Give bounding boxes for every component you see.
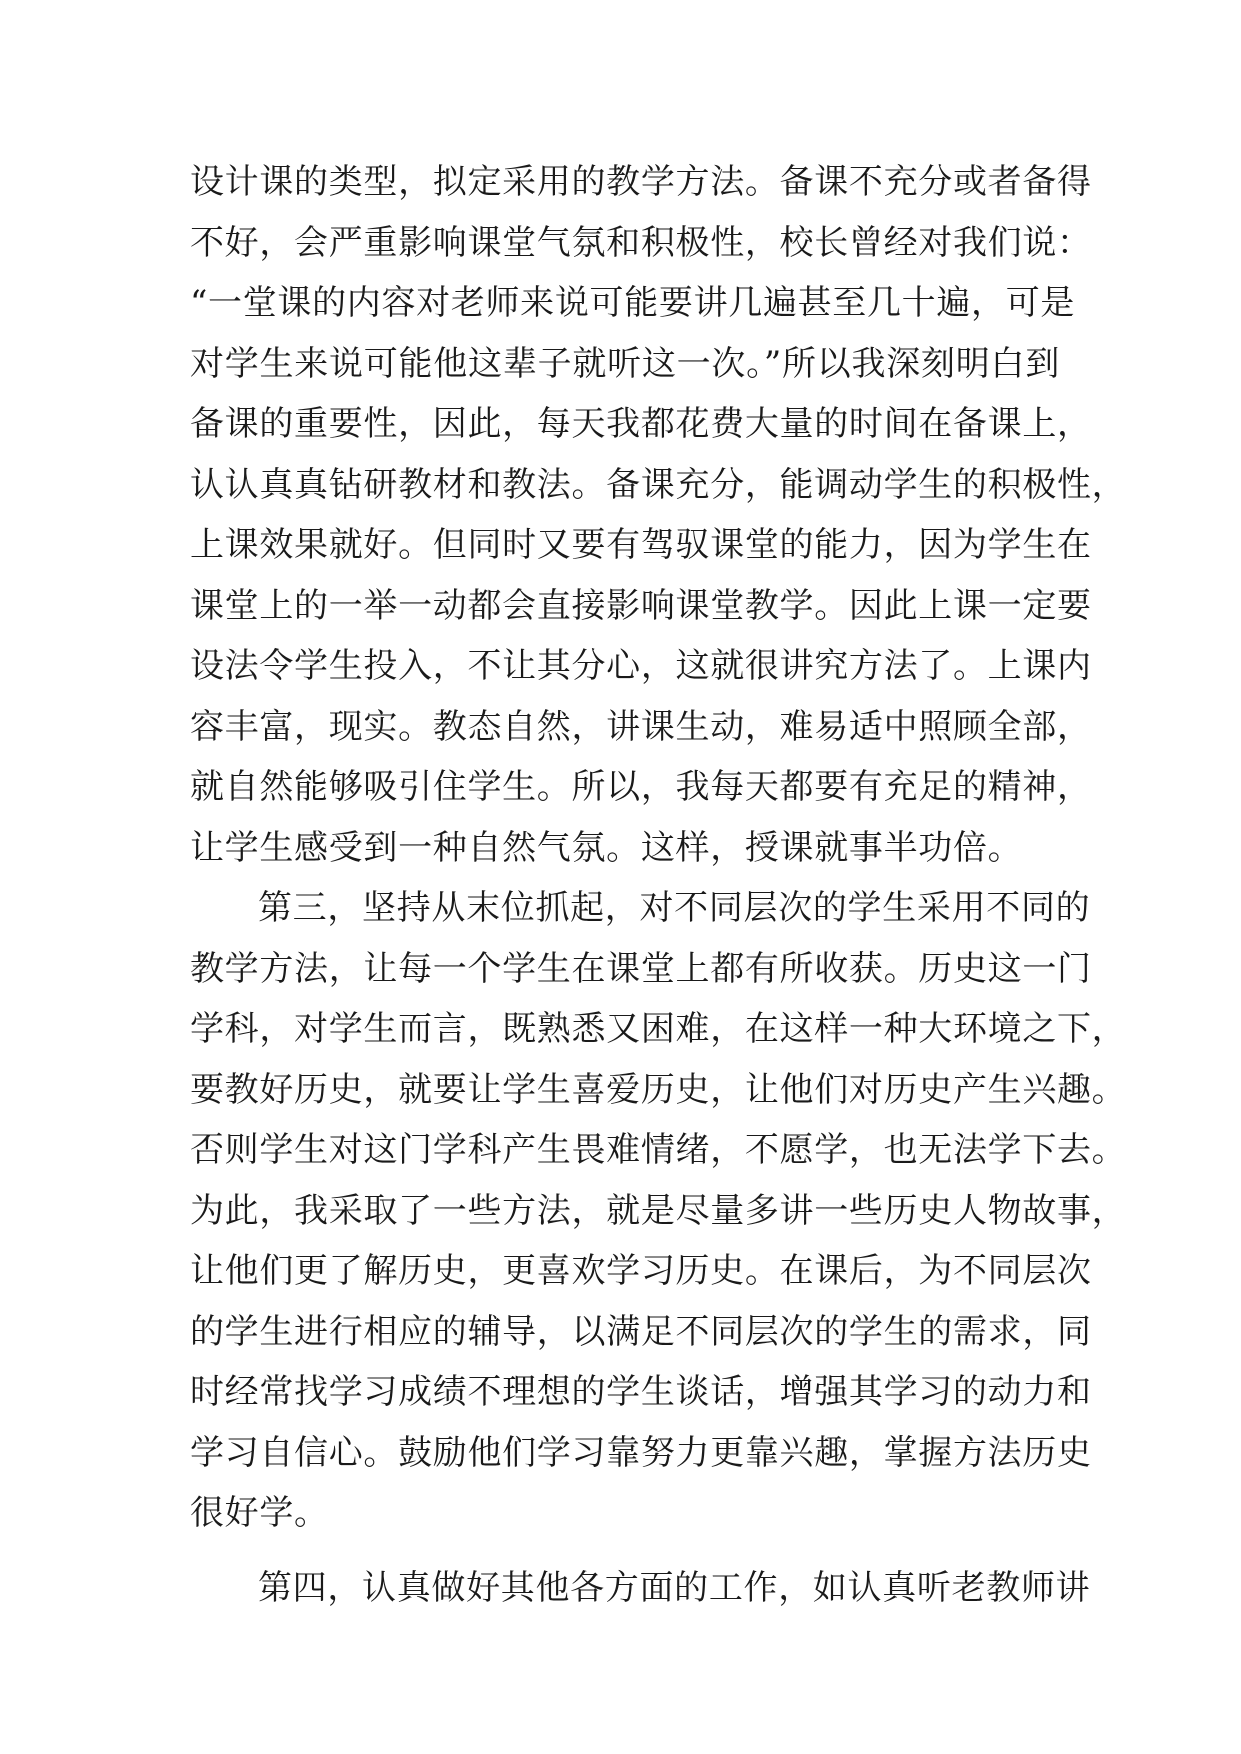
text-line: 上课效果就好。但同时又要有驾驭课堂的能力，因为学生在 [190, 525, 1092, 565]
text-line: 不好，会严重影响课堂气氛和积极性，校长曾经对我们说： [190, 222, 1092, 263]
text-line: 时经常找学习成绩不理想的学生谈话，增强其学习的动力和 [190, 1372, 1092, 1412]
text-line: 容丰富，现实。教态自然，讲课生动，难易适中照顾全部， [190, 706, 1092, 747]
paragraph [190, 152, 1127, 878]
text-line: 为此，我采取了一些方法，就是尽量多讲一些历史人物故事， [190, 1190, 1127, 1231]
text-line: 设计课的类型，拟定采用的教学方法。备课不充分或者备得 [190, 162, 1092, 202]
text-line: 第三，坚持从末位抓起，对不同层次的学生采用不同的 [258, 888, 1091, 928]
paragraph-spacer [190, 1544, 1060, 1558]
text-line: 要教好历史，就要让学生喜爱历史，让他们对历史产生兴趣。 [190, 1069, 1127, 1110]
text-line: 备课的重要性，因此，每天我都花费大量的时间在备课上， [190, 404, 1092, 444]
text-line: 对学生来说可能他这辈子就听这一次。”所以我深刻明白到 [190, 343, 1060, 384]
text-line: 就自然能够吸引住学生。所以，我每天都要有充足的精神， [190, 767, 1092, 807]
text-line: 学习自信心。鼓励他们学习靠努力更靠兴趣，掌握方法历史 [190, 1432, 1092, 1473]
text-line: 否则学生对这门学科产生畏难情绪，不愿学，也无法学下去。 [190, 1130, 1127, 1170]
paragraph [190, 878, 1127, 1544]
paragraph [190, 1558, 1091, 1619]
text-line: “一堂课的内容对老师来说可能要讲几遍甚至几十遍，可是 [190, 283, 1076, 323]
text-line: 教学方法，让每一个学生在课堂上都有所收获。历史这一门 [190, 948, 1092, 989]
text-line: 学科，对学生而言，既熟悉又困难，在这样一种大环境之下， [190, 1009, 1127, 1049]
text-line: 设法令学生投入，不让其分心，这就很讲究方法了。上课内 [190, 646, 1092, 686]
text-line: 让学生感受到一种自然气氛。这样，授课就事半功倍。 [190, 827, 1023, 868]
text-line: 认认真真钻研教材和教法。备课充分，能调动学生的积极性， [190, 464, 1127, 505]
text-line: 很好学。 [190, 1493, 329, 1533]
text-line: 课堂上的一举一动都会直接影响课堂教学。因此上课一定要 [190, 585, 1092, 626]
text-line: 的学生进行相应的辅导，以满足不同层次的学生的需求，同 [190, 1311, 1092, 1352]
text-line: 第四，认真做好其他各方面的工作，如认真听老教师讲 [258, 1567, 1091, 1608]
document-body [190, 152, 1127, 1618]
text-line: 让他们更了解历史，更喜欢学习历史。在课后，为不同层次 [190, 1251, 1092, 1291]
